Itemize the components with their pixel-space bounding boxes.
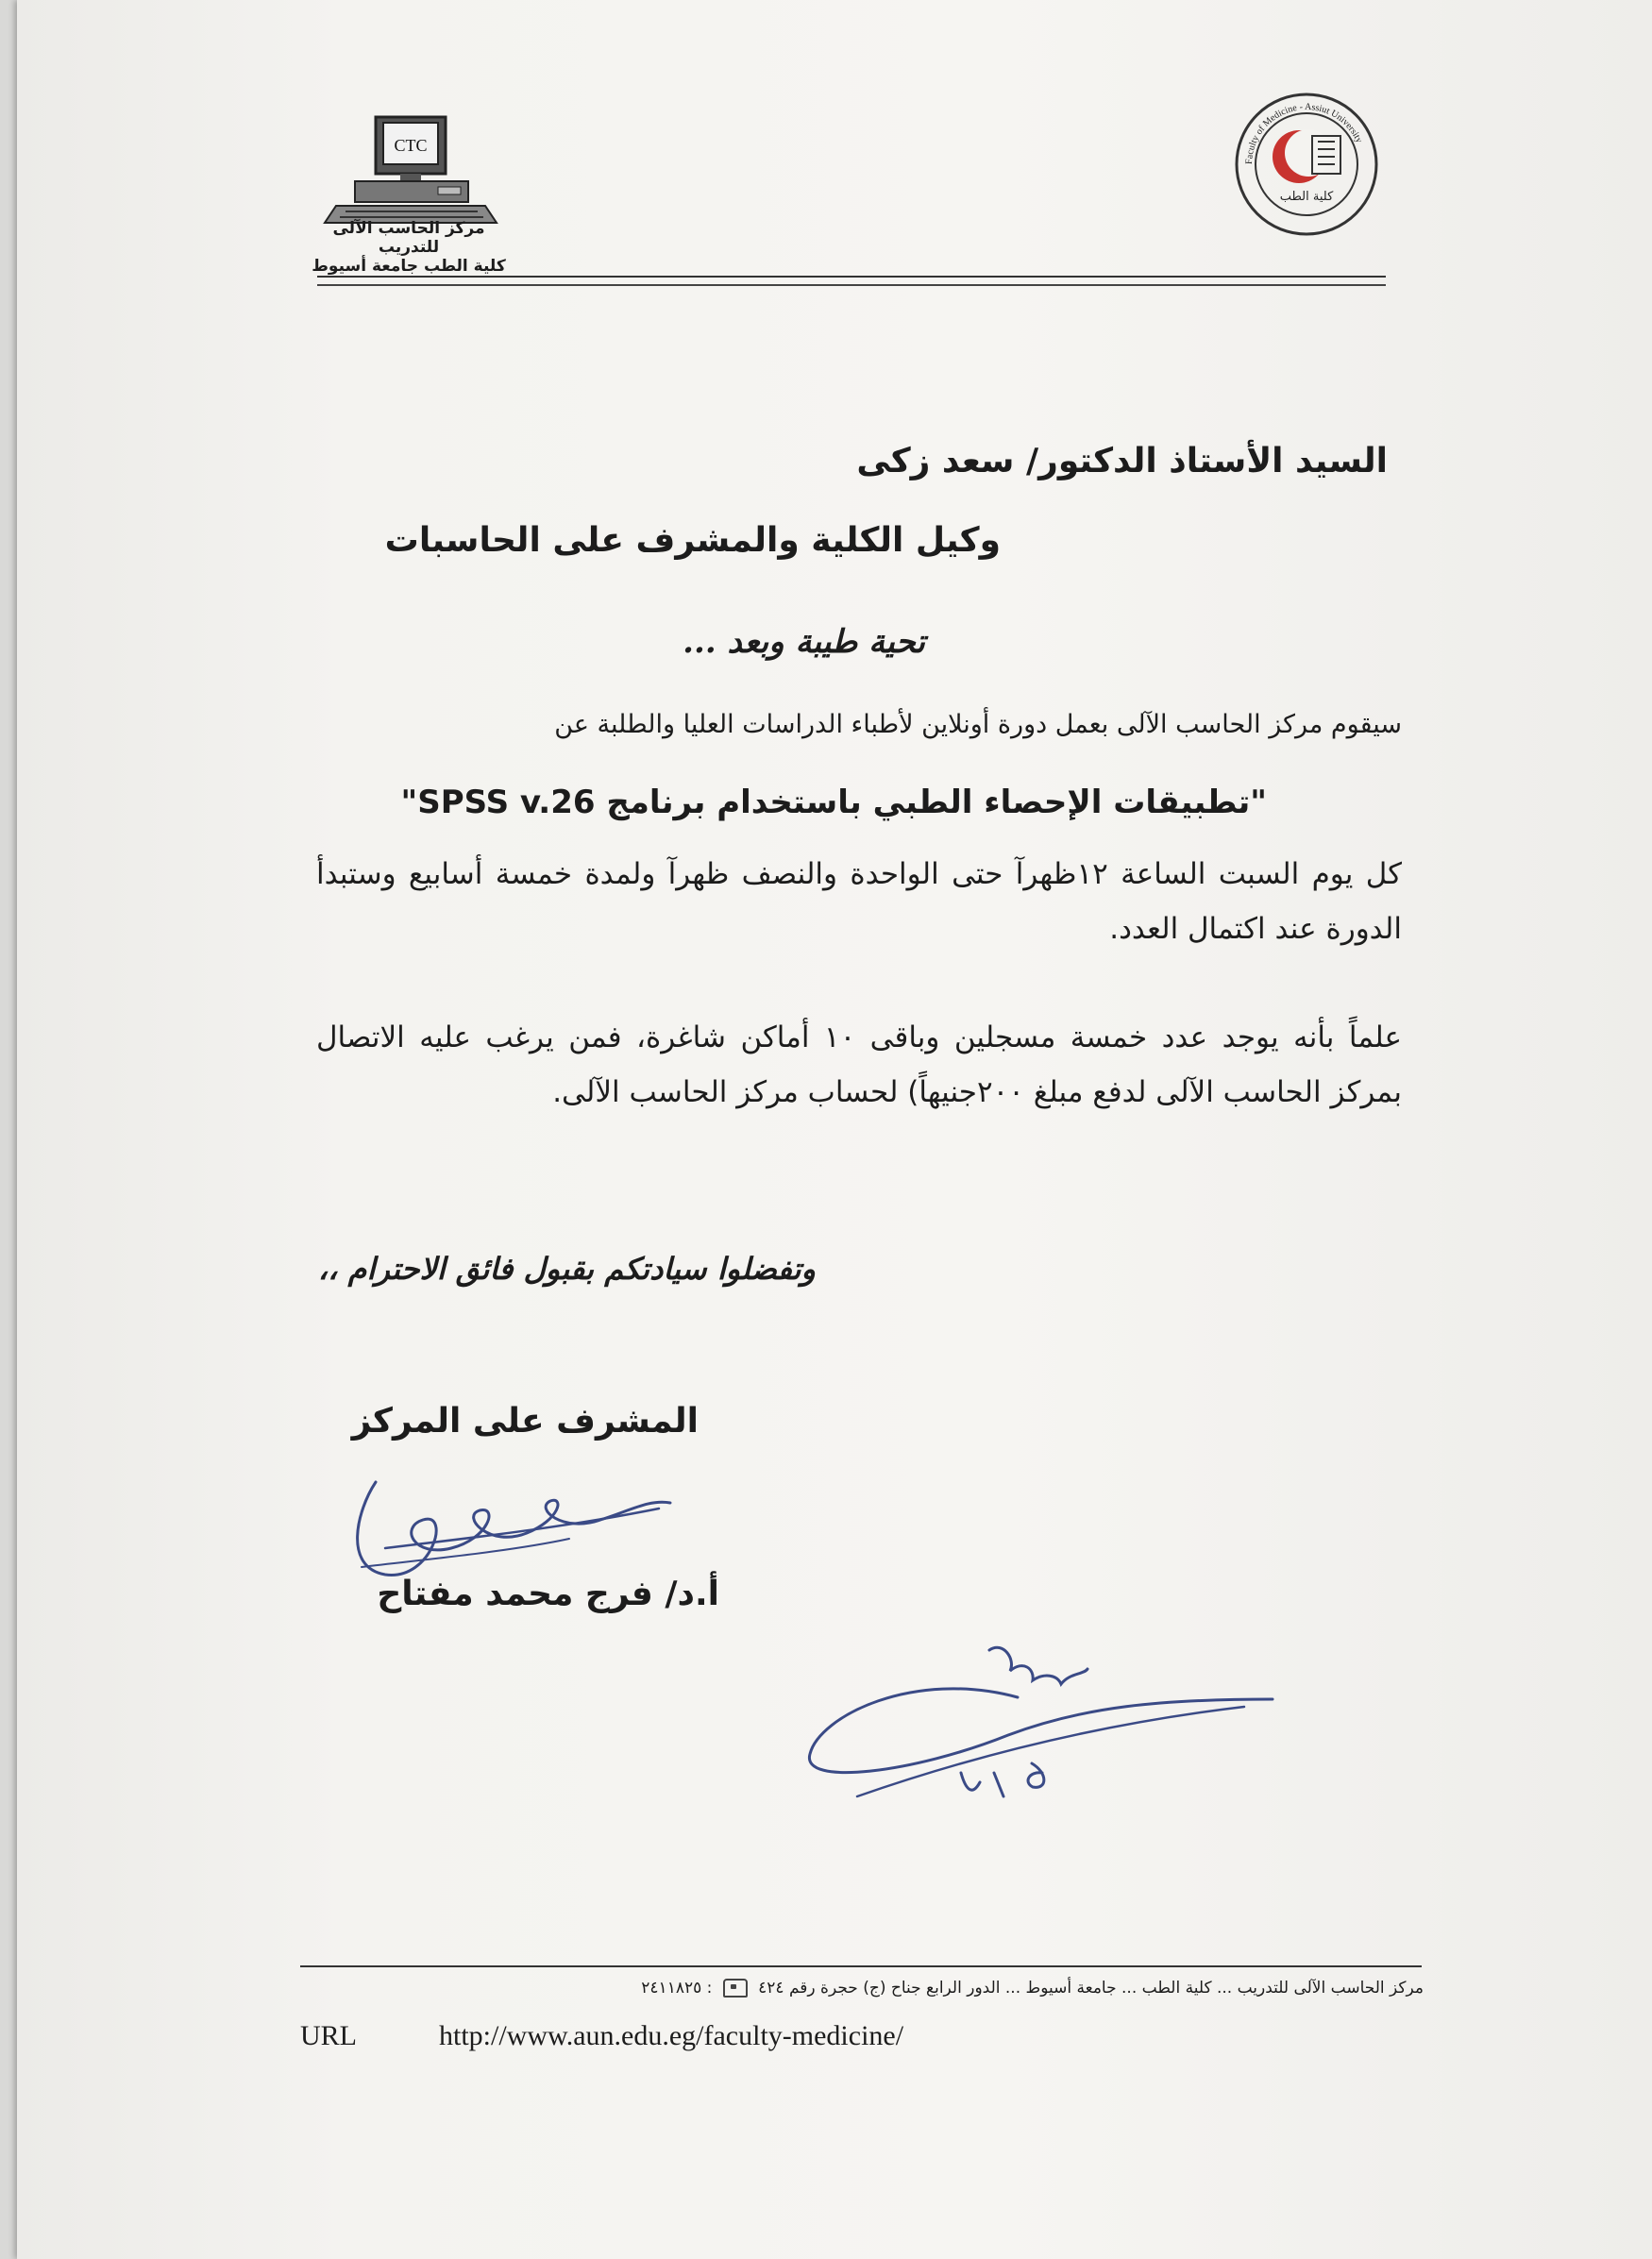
recipient-line: السيد الأستاذ الدكتور/ سعد زكى: [856, 442, 1388, 480]
supervisor-name: أ.د/ فرج محمد مفتاح: [377, 1575, 719, 1613]
faculty-seal-logo: [1233, 91, 1380, 238]
footer-address-text: مركز الحاسب الآلى للتدريب ... كلية الطب ... جامعة أسيوط ... الدور الرابع جناح (ج) حجرة رقم ٤٢٤: [758, 1979, 1424, 1998]
footer-rule: [300, 1965, 1422, 1967]
greeting: تحية طيبة وبعد ...: [683, 623, 925, 661]
registration-paragraph: علماً بأنه يوجد عدد خمسة مسجلين وباقى ١٠ أماكن شاغرة، فمن يرغب عليه الاتصال بمركز الحاسب الآلى لدفع مبلغ ٢٠٠جنيهاً) لحساب مركز الحاسب الآلى.: [316, 1020, 1403, 1109]
footer-address: [366, 1979, 1424, 1998]
url-label: URL: [300, 2020, 357, 2051]
phone-icon: [723, 1979, 748, 1998]
supervisor-title: المشرف على المركز: [351, 1402, 699, 1441]
dean-signature: [801, 1631, 1291, 1811]
footer-phone: : ٢٤١١٨٢٥: [641, 1979, 713, 1998]
letter-page: [17, 0, 1652, 2259]
supervisor-signature: [347, 1454, 697, 1586]
intro-text: سيقوم مركز الحاسب الآلى بعمل دورة أونلاين لأطباء الدراسات العليا والطلبة عن: [554, 710, 1402, 739]
seal-caption: كلية الطب: [1279, 190, 1334, 204]
header-rule: [317, 276, 1386, 278]
header-rule-double: [317, 284, 1386, 286]
ctc-caption-line1: مركز الحاسب الآلى للتدريب: [332, 219, 485, 257]
course-title: "تطبيقات الإحصاء الطبي باستخدام برنامج SPSS v.26": [400, 784, 1267, 821]
schedule-paragraph: كل يوم السبت الساعة ١٢ظهرآ حتى الواحدة والنصف ظهرآ ولمدة خمسة أسابيع وستبدأ الدورة عند اكتمال العدد.: [316, 857, 1402, 946]
faculty-url[interactable]: http://www.aun.edu.eg/faculty-medicine/: [439, 2020, 904, 2051]
ctc-logo-text: CTC: [394, 136, 428, 155]
seal-ring-text: Faculty of Medicine - Assiut University: [1243, 101, 1364, 165]
ctc-caption: [300, 219, 517, 276]
recipient-title: وكيل الكلية والمشرف على الحاسبات: [384, 521, 1001, 560]
closing-line: وتفضلوا سيادتكم بقبول فائق الاحترام ،،: [317, 1251, 816, 1287]
ctc-caption-line2: كلية الطب جامعة أسيوط: [312, 257, 506, 276]
